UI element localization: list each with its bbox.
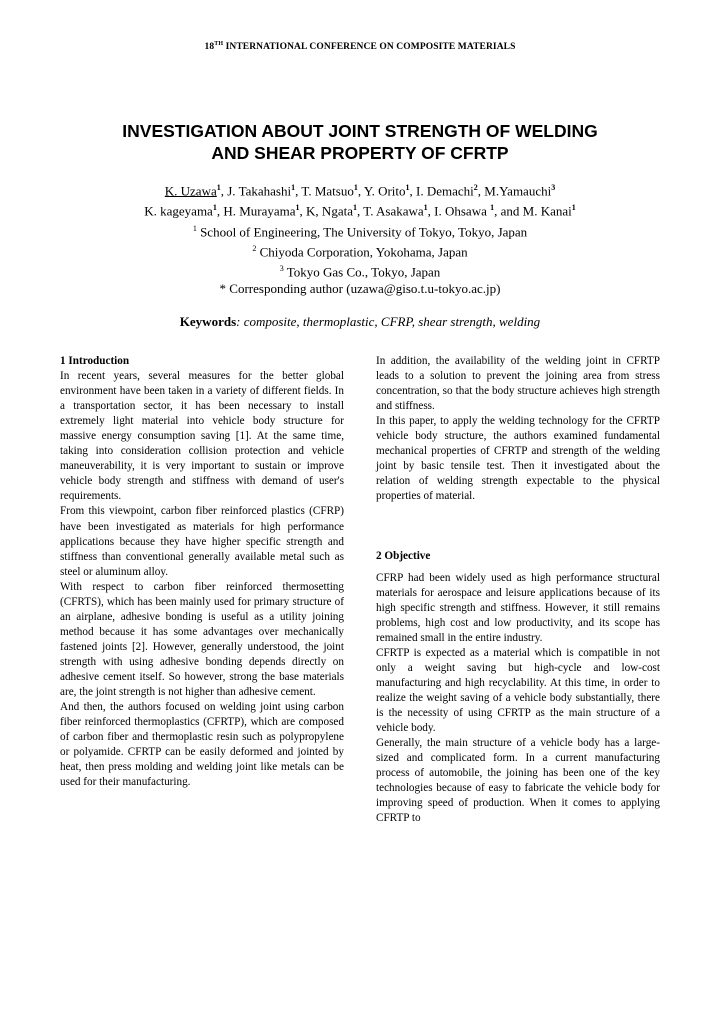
author-name: , and M. Kanai [494, 203, 572, 219]
affiliation-mark: 1 [291, 183, 296, 192]
right-column [376, 354, 660, 826]
affiliation-mark: 1 [405, 183, 410, 192]
header-number: 18 [204, 42, 215, 53]
affiliation-mark: 1 [212, 203, 217, 213]
affiliation-text: School of Engineering, The University of Tokyo, Tokyo, Japan [200, 223, 528, 239]
paragraph: CFRP had been widely used as high performance structural materials for aerospace and leisure applications because of its high specific strength and stiffness. However, it still remains problems, high cost and low productivity, and its scope has remained small in the entire industry. [376, 571, 660, 644]
author-name: , T. Asakawa [356, 203, 424, 219]
paragraph: With respect to carbon fiber reinforced thermosetting (CFRTS), which has been mainly used for primary structure of an airplane, adhesive bonding is useful as a utility joining method because it has some advantages over mechanically fastened joints [2]. However, generally understood, the joint strength with using adhesive bonding depends directly on adhesive cement itself. So however, strong the base materials are, the joint strength is not higher than adhesive cement. [60, 580, 344, 699]
section-heading-introduction: 1 Introduction [60, 355, 130, 367]
author-name: K. Uzawa [164, 183, 217, 199]
author-name: K. kageyama [144, 203, 213, 219]
keywords [40, 314, 680, 330]
paper-title [60, 120, 660, 164]
section-heading-objective: 2 Objective [376, 550, 431, 563]
affiliation-mark: 1 [192, 223, 197, 233]
corresponding-author: * Corresponding author (uzawa@giso.t.u-tokyo.ac.jp) [219, 281, 501, 296]
author-name: , M.Yamauchi [477, 183, 552, 199]
affiliation-mark: 1 [353, 183, 358, 192]
author-line-1 [40, 179, 680, 199]
author-name: , I. Ohsawa [427, 203, 491, 219]
author-name: , J. Takahashi [220, 183, 292, 199]
affiliation-text: Tokyo Gas Co., Tokyo, Japan [286, 264, 441, 280]
affiliation-mark: 1 [571, 203, 576, 213]
header-text: INTERNATIONAL CONFERENCE ON COMPOSITE MATERIALS [223, 42, 516, 53]
paragraph: From this viewpoint, carbon fiber reinforced plastics (CFRP) have been investigated as materials for high performance applications because they have higher specific strength and stiffness than conventional generally available metal such as steel or aluminum alloy. [60, 505, 344, 578]
conference-header [0, 41, 720, 52]
paragraph: CFRTP is expected as a material which is compatible in not only a weight saving but high-cycle and low-cost manufacturing and high recyclability. At this time, in order to realize the weight saving of a vehicle body substantially, there is the necessity of using CFRTP as the main structure of a vehicle body. [376, 646, 660, 734]
affiliation-mark: 3 [279, 264, 284, 274]
paragraph: In recent years, several measures for the better global environment have been taken in a variety of different fields. In a transportation sector, it has been necessary to install extremely light material into vehicle body structure for massive energy consumption saving [1]. At the same time, taking into consideration collision protection and vehicle maneuverability, it is very important to sustain or improve vehicle body strength and stiffness with demand of user's requirements. [60, 370, 344, 503]
author-line-2 [40, 199, 680, 219]
paragraph: And then, the authors focused on welding joint using carbon fiber reinforced thermoplastics (CFRTP), which are composed of carbon fiber and thermoplastic resin such as polypropylene or polyamide. CFRTP can be easily deformed and jointed by heat, then press molding and welding joint like metals can be used for their manufacturing. [60, 701, 344, 789]
keywords-text: : composite, thermoplastic, CFRP, shear strength, welding [236, 314, 541, 329]
affiliation-1 [40, 220, 680, 240]
header-superscript: TH [214, 41, 224, 47]
paragraph: In addition, the availability of the welding joint in CFRTP leads to a solution to prevent the joining area from stress concentration, so that the body structure achieves high strength and stiffness. [376, 355, 660, 413]
author-name: , H. Murayama [216, 203, 296, 219]
title-line-1: INVESTIGATION ABOUT JOINT STRENGTH OF WELDING [122, 121, 598, 141]
paragraph: Generally, the main structure of a vehicle body has a large-sized and complicated form. In a current manufacturing process of automobile, the joining has been one of the key technologies because of easy to fabricate the vehicle body for improving speed of production. When it comes to applying CFRTP to [376, 737, 660, 825]
author-name: , I. Demachi [409, 183, 474, 199]
affiliation-2 [40, 240, 680, 260]
author-name: , T. Matsuo [295, 183, 354, 199]
affiliation-mark: 2 [473, 183, 478, 192]
affiliation-mark: 1 [216, 183, 221, 192]
affiliation-mark: 1 [295, 203, 300, 213]
title-line-2: AND SHEAR PROPERTY OF CFRTP [211, 143, 509, 163]
affiliation-mark: 1 [423, 203, 428, 213]
affiliation-mark: 2 [252, 243, 257, 253]
affiliation-text: Chiyoda Corporation, Yokohama, Japan [259, 244, 468, 260]
affiliation-mark: 1 [352, 203, 357, 213]
affiliation-mark: 1 [490, 203, 495, 213]
author-name: , Y. Orito [357, 183, 406, 199]
keywords-label: Keywords [179, 314, 237, 329]
affiliation-3 [40, 260, 680, 280]
author-block [40, 179, 680, 281]
left-column [60, 354, 344, 790]
spacer [376, 504, 660, 549]
author-name: , K, Ngata [299, 203, 353, 219]
affiliation-mark: 3 [551, 183, 556, 192]
paragraph: In this paper, to apply the welding technology for the CFRTP vehicle body structure, the authors examined fundamental mechanical properties of CFRTP and strength of the welding joint by basic tensile test. Then it investigated about the relation of welding strength expectable to the physical properties of material. [376, 415, 660, 503]
